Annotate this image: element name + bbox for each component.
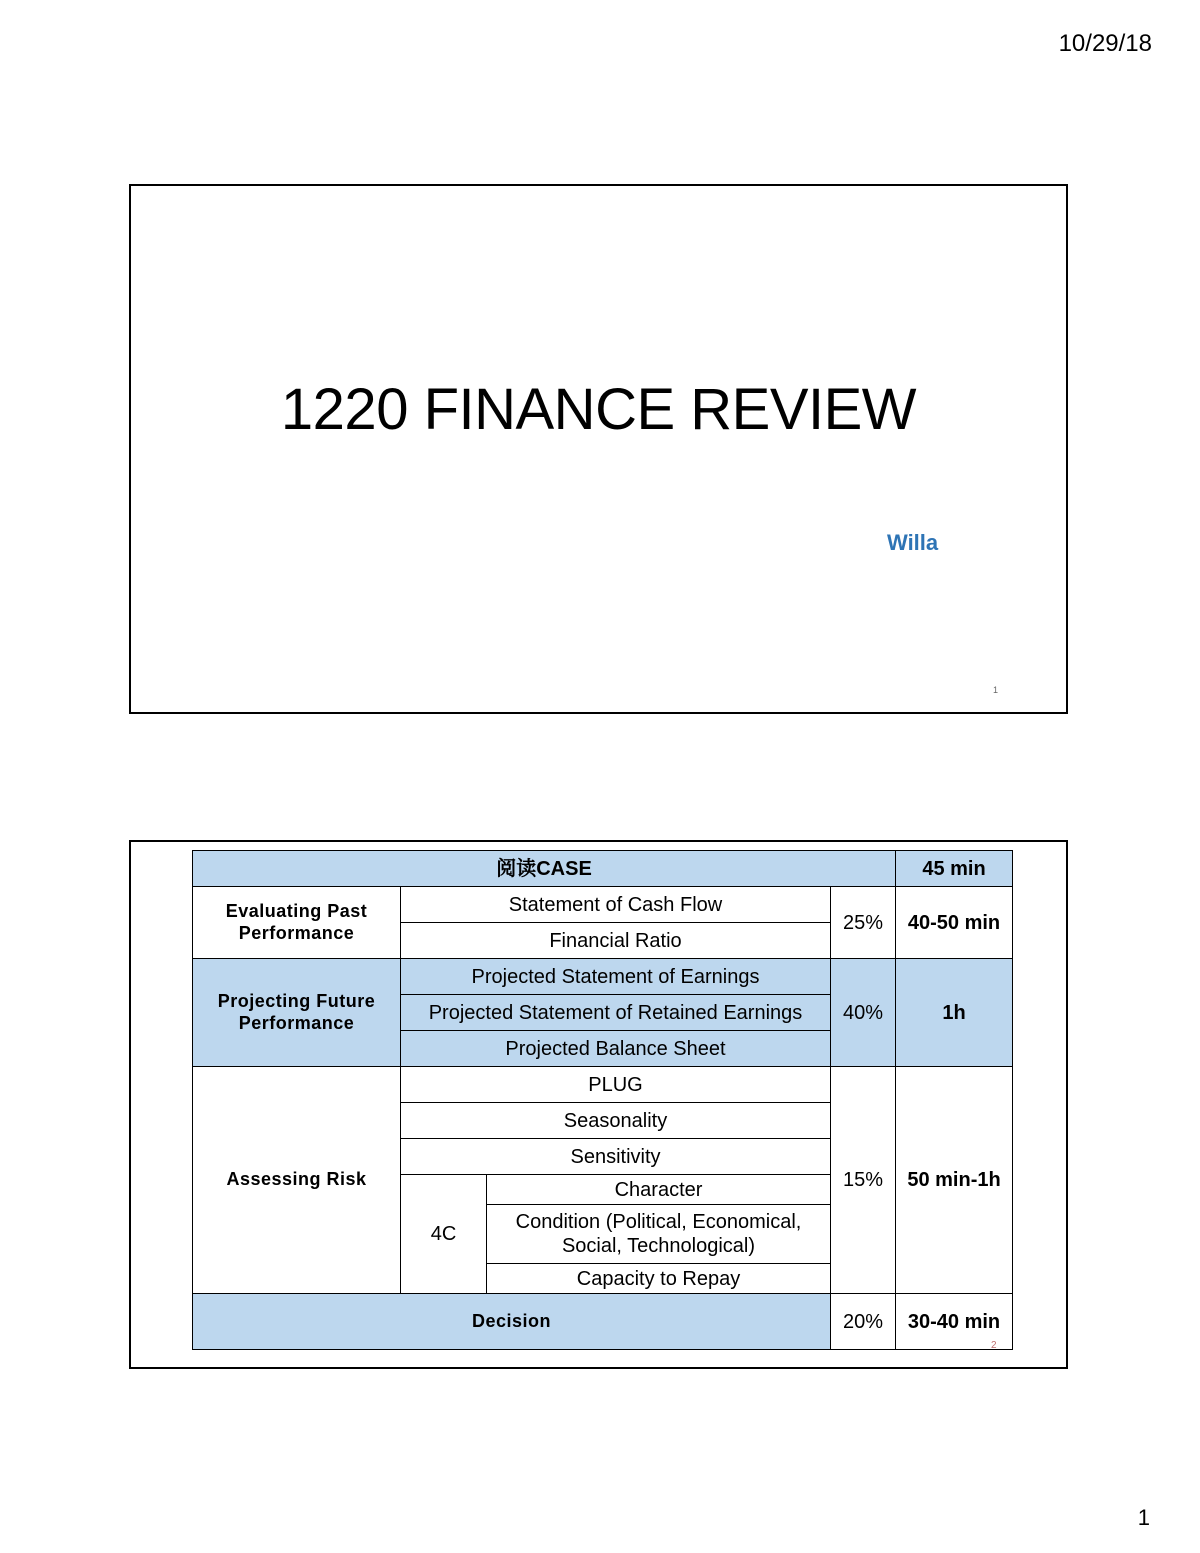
page-number: 1 — [1137, 1505, 1150, 1530]
item-cell: Seasonality — [401, 1103, 831, 1139]
page-date: 10/29/18 — [1058, 30, 1152, 57]
time-cell: 30-40 min — [896, 1294, 1013, 1350]
table-row — [193, 1294, 1013, 1350]
time-cell: 1h — [896, 959, 1013, 1067]
table-row — [193, 851, 1013, 887]
table-row — [193, 959, 1013, 995]
weight-cell: 25% — [831, 887, 896, 959]
item-cell: Projected Statement of Earnings — [401, 959, 831, 995]
sub-item-cell: Capacity to Repay — [487, 1264, 831, 1294]
review-schedule-table — [192, 850, 1013, 1350]
title-slide — [129, 184, 1068, 714]
time-cell: 50 min-1h — [896, 1067, 1013, 1294]
header-cell: 阅读CASE — [193, 851, 896, 887]
item-cell: PLUG — [401, 1067, 831, 1103]
table-row — [193, 887, 1013, 923]
weight-cell: 20% — [831, 1294, 896, 1350]
item-cell: Financial Ratio — [401, 923, 831, 959]
slide-title: 1220 FINANCE REVIEW — [280, 377, 917, 442]
category-cell: Decision — [193, 1294, 831, 1350]
slide-number: 1 — [993, 685, 999, 695]
item-cell: Statement of Cash Flow — [401, 887, 831, 923]
category-cell: Projecting Future Performance — [193, 959, 401, 1067]
time-cell: 40-50 min — [896, 887, 1013, 959]
weight-cell: 40% — [831, 959, 896, 1067]
category-cell: Assessing Risk — [193, 1067, 401, 1294]
item-cell: Projected Balance Sheet — [401, 1031, 831, 1067]
slide-author: Willa — [887, 530, 939, 555]
weight-cell: 15% — [831, 1067, 896, 1294]
category-cell: Evaluating Past Performance — [193, 887, 401, 959]
slide-number: 2 — [991, 1340, 997, 1351]
table-row — [193, 1067, 1013, 1103]
item-cell: Projected Statement of Retained Earnings — [401, 995, 831, 1031]
header-time-cell: 45 min — [896, 851, 1013, 887]
schedule-slide — [129, 840, 1068, 1369]
sub-item-cell: Condition (Political, Economical, Social, Technological) — [487, 1205, 831, 1264]
sub-item-cell: Character — [487, 1175, 831, 1205]
item-cell: Sensitivity — [401, 1139, 831, 1175]
sub-group-cell: 4C — [401, 1175, 487, 1294]
